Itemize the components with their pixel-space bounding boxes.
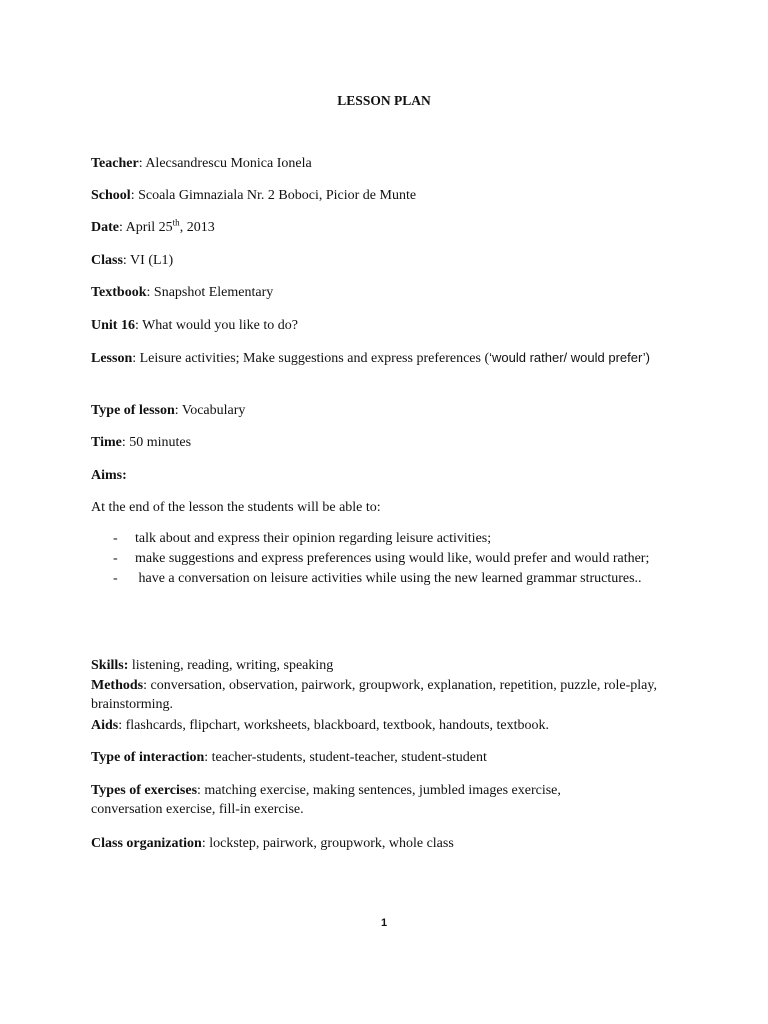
aims-list-item: - make suggestions and express preferences using would like, would prefer and would rather; <box>113 551 650 566</box>
aims-item-text: talk about and express their opinion regarding leisure activities; <box>135 531 492 546</box>
class-label: Class <box>91 253 123 268</box>
organization-value: : lockstep, pairwork, groupwork, whole class <box>201 836 454 851</box>
skills-label: Skills: <box>91 658 129 673</box>
skills-field <box>91 657 691 676</box>
aims-item-text: have a conversation on leisure activities while using the new learned grammar structures.. <box>135 571 642 586</box>
unit-label: Unit 16 <box>91 318 135 333</box>
time-value: : 50 minutes <box>121 435 192 450</box>
aims-list <box>91 530 711 590</box>
school-value: : Scoala Gimnaziala Nr. 2 Boboci, Picior de Munte <box>130 188 417 203</box>
aims-label: Aims: <box>91 468 127 483</box>
type-of-lesson-value: : Vocabulary <box>174 403 246 418</box>
time-label: Time <box>91 435 122 450</box>
textbook-label: Textbook <box>91 285 147 300</box>
aids-value: : flashcards, flipchart, worksheets, blackboard, textbook, handouts, textbook. <box>118 718 550 733</box>
class-field <box>91 252 691 271</box>
aims-intro: At the end of the lesson the students will be able to: <box>91 500 381 515</box>
interaction-label: Type of interaction <box>91 750 205 765</box>
teacher-value: : Alecsandrescu Monica Ionela <box>138 156 312 171</box>
type-of-lesson-field <box>91 402 691 421</box>
lesson-label: Lesson <box>91 351 133 366</box>
lesson-field <box>91 349 681 369</box>
date-value: : April 25 <box>119 220 173 235</box>
aims-list-item: - have a conversation on leisure activities while using the new learned grammar structures.. <box>113 571 642 586</box>
exercises-value: : matching exercise, making sentences, jumbled images exercise, conversation exercise, fill-in exercise. <box>91 783 561 817</box>
skills-value: listening, reading, writing, speaking <box>128 658 334 673</box>
page-title: LESSON PLAN <box>337 93 431 108</box>
teacher-label: Teacher <box>91 156 139 171</box>
organization-field <box>91 835 691 854</box>
organization-label: Class organization <box>91 836 202 851</box>
unit-value: : What would you like to do? <box>134 318 299 333</box>
unit-field <box>91 317 691 336</box>
methods-field <box>91 677 681 715</box>
interaction-value: : teacher-students, student-teacher, student-student <box>204 750 487 765</box>
lesson-value-quote: ‘would rather/ would prefer’) <box>489 350 651 365</box>
exercises-label: Types of exercises <box>91 783 198 798</box>
exercises-field <box>91 782 611 820</box>
date-label: Date <box>91 220 119 235</box>
textbook-value: : Snapshot Elementary <box>146 285 274 300</box>
time-field <box>91 434 691 453</box>
class-value: : VI (L1) <box>122 253 174 268</box>
date-field <box>91 219 691 238</box>
aids-label: Aids <box>91 718 119 733</box>
interaction-field <box>91 749 691 768</box>
aims-list-item: - talk about and express their opinion regarding leisure activities; <box>113 531 492 546</box>
page-number: 1 <box>380 917 388 929</box>
aims-heading <box>91 467 691 486</box>
aids-field <box>91 717 691 736</box>
lesson-value: : Leisure activities; Make suggestions and express preferences ( <box>132 351 490 366</box>
methods-value: : conversation, observation, pairwork, groupwork, explanation, repetition, puzzle, role-play, brainstorming. <box>91 678 657 712</box>
type-of-lesson-label: Type of lesson <box>91 403 175 418</box>
aims-item-text: make suggestions and express preferences using would like, would prefer and would rather; <box>135 551 650 566</box>
textbook-field <box>91 284 691 303</box>
date-ordinal: th <box>172 217 180 228</box>
methods-label: Methods <box>91 678 144 693</box>
school-field <box>91 187 691 206</box>
teacher-field <box>91 155 691 174</box>
school-label: School <box>91 188 131 203</box>
date-year: , 2013 <box>179 220 215 235</box>
